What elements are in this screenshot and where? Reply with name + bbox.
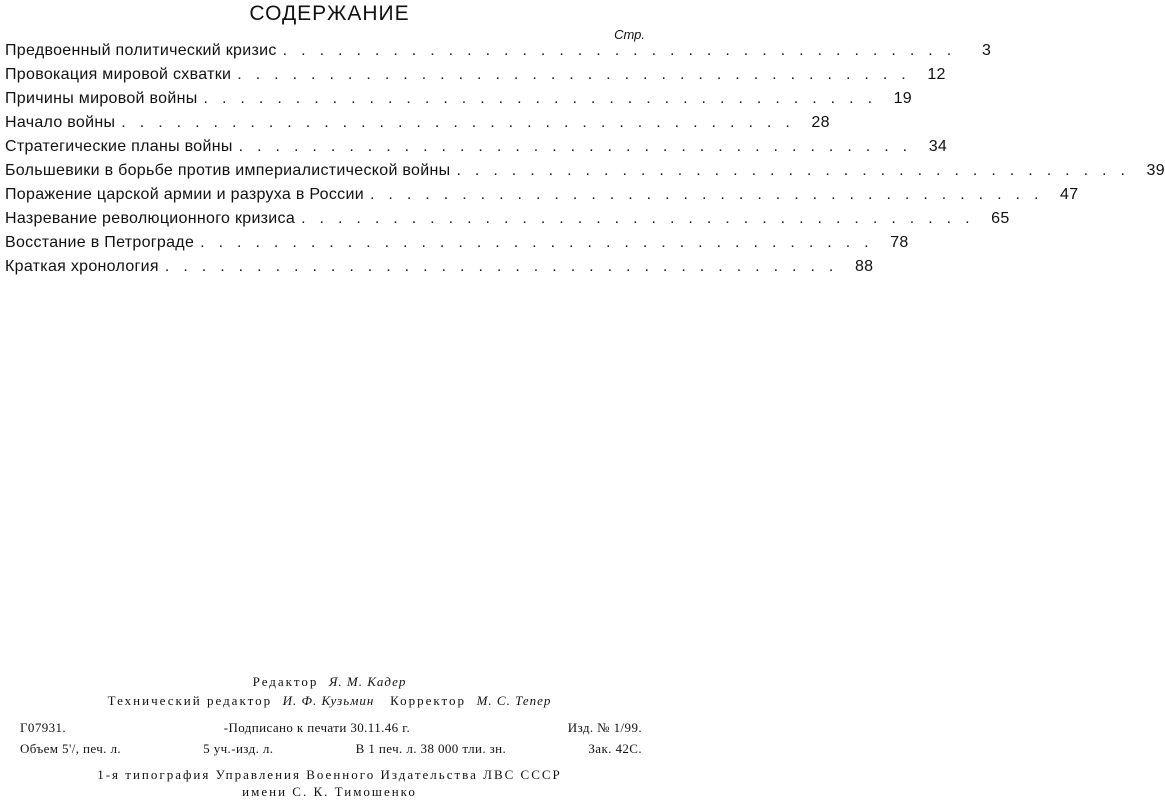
toc-entry-page: 88 — [854, 258, 874, 275]
table-of-contents — [5, 42, 1165, 282]
toc-entry[interactable] — [5, 66, 946, 90]
toc-entry[interactable] — [5, 114, 830, 138]
toc-entry[interactable] — [5, 210, 1010, 234]
toc-entry[interactable] — [5, 90, 913, 114]
signed-date: -Подписано к печати 30.11.46 г. — [223, 720, 411, 735]
printer-line-2: имени С. К. Тимошенко — [242, 784, 417, 799]
toc-entry-page: 19 — [893, 90, 913, 107]
toc-entry-title: Причины мировой войны — [5, 90, 198, 107]
toc-entry[interactable] — [5, 138, 948, 162]
toc-entry[interactable] — [5, 258, 874, 282]
volume-info-line — [20, 741, 642, 757]
toc-entry-page: 78 — [890, 234, 909, 251]
tech-editor-label: Технический редактор — [107, 693, 273, 708]
toc-entry-title: Назревание революционного кризиса — [5, 210, 296, 227]
corrector-name: М. С. Тепер — [476, 693, 552, 708]
toc-entry[interactable] — [5, 234, 909, 258]
toc-entry-title: Предвоенный политический кризис — [5, 42, 277, 59]
leader-dots: ..................................... — [456, 162, 1139, 179]
toc-entry-page: 39 — [1146, 162, 1165, 179]
print-code: Г07931. — [20, 720, 67, 735]
leader-dots: ..................................... — [121, 114, 804, 131]
editor-name: Я. М. Кадер — [328, 674, 407, 689]
printer-line: 1-я типография Управления Военного Издательства ЛВС СССР — [97, 767, 562, 782]
leader-dots: ..................................... — [369, 186, 1053, 203]
toc-entry-page: 47 — [1060, 186, 1079, 203]
toc-entry-page: 12 — [927, 66, 946, 83]
page-column-label: Стр. — [614, 27, 645, 42]
tech-editor-line — [0, 693, 659, 709]
toc-entry-title: Восстание в Петрограде — [5, 234, 195, 251]
toc-entry-title: Краткая хронология — [5, 258, 159, 275]
toc-entry-page: 65 — [991, 210, 1010, 227]
leader-dots: ..................................... — [282, 42, 966, 59]
leader-dots: ..................................... — [164, 258, 848, 275]
leader-dots: ..................................... — [238, 138, 922, 155]
order-number: Зак. 42С. — [588, 741, 642, 756]
toc-entry-title: Начало войны — [5, 114, 116, 131]
toc-entry-title: Провокация мировой схватки — [5, 66, 232, 83]
toc-entry[interactable] — [5, 42, 992, 66]
toc-entry-title: Большевики в борьбе против империалистической войны — [5, 162, 451, 179]
page-title: СОДЕРЖАНИЕ — [249, 2, 410, 25]
pub-sheets: 5 уч.-изд. л. — [203, 741, 274, 756]
edition-number: Изд. № 1/99. — [567, 720, 642, 735]
leader-dots: ..................................... — [200, 234, 883, 251]
toc-entry[interactable] — [5, 162, 1165, 186]
toc-entry-page: 34 — [928, 138, 948, 155]
chars-per-sheet: В 1 печ. л. 38 000 тли. зн. — [355, 741, 507, 756]
leader-dots: ..................................... — [301, 210, 984, 227]
volume: Объем 5'/, печ. л. — [20, 741, 121, 756]
leader-dots: ..................................... — [203, 90, 887, 107]
leader-dots: ..................................... — [237, 66, 920, 83]
toc-entry[interactable] — [5, 186, 1079, 210]
corrector-label: Корректор — [390, 693, 467, 708]
toc-entry-title: Поражение царской армии и разруха в России — [5, 186, 364, 203]
editor-line — [0, 674, 659, 690]
tech-editor-name: И. Ф. Кузьмин — [282, 693, 375, 708]
toc-entry-page: 3 — [981, 42, 992, 59]
print-info-line — [20, 720, 642, 736]
toc-entry-title: Стратегические планы войны — [5, 138, 233, 155]
toc-entry-page: 28 — [811, 114, 830, 131]
editor-label: Редактор — [252, 674, 319, 689]
